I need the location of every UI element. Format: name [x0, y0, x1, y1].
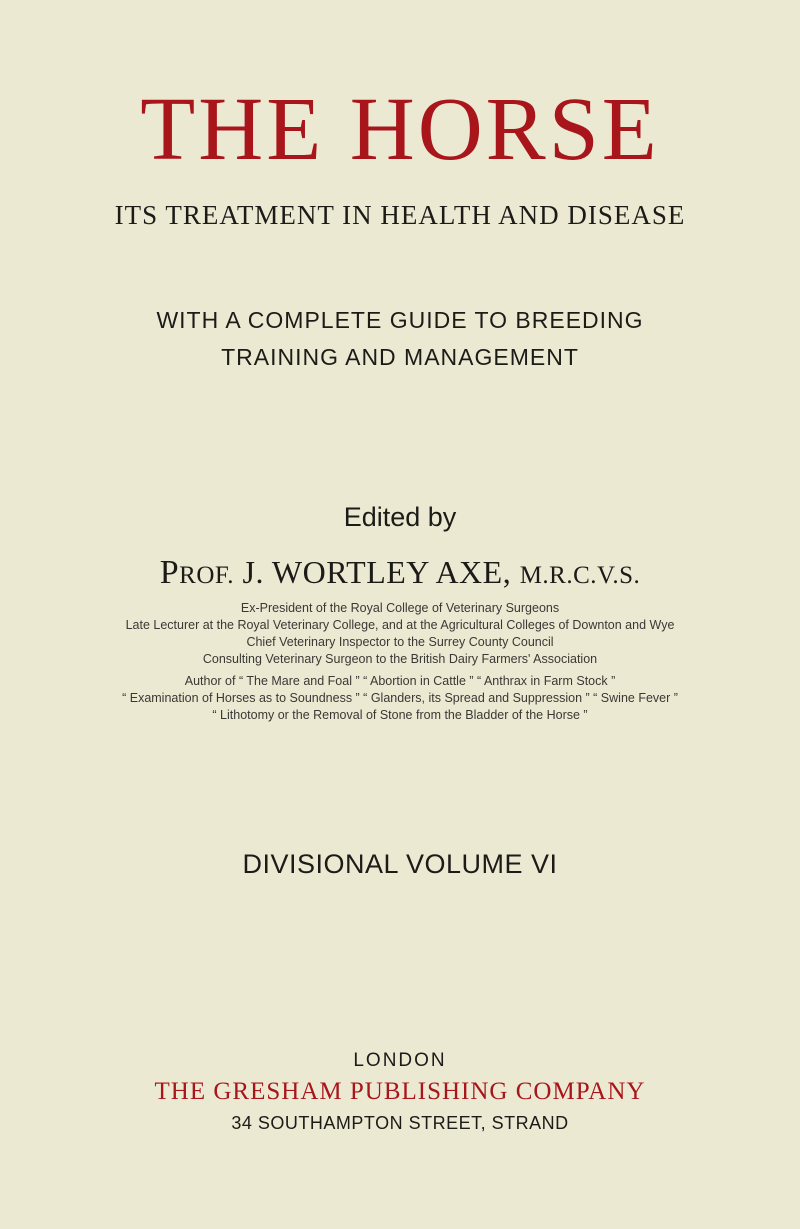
imprint-city: LONDON	[353, 1050, 447, 1071]
author-works-line: Author of “ The Mare and Foal ” “ Abortion in Cattle ” “ Anthrax in Farm Stock ”	[184, 674, 616, 688]
edited-by: Edited by	[343, 502, 457, 532]
subtitle: ITS TREATMENT IN HEALTH AND DISEASE	[114, 200, 686, 230]
editor-full-name: J. WORTLEY AXE,	[242, 554, 512, 590]
editor-prefix-rest: ROF.	[179, 562, 235, 589]
author-works-line: “ Lithotomy or the Removal of Stone from the Bladder of the Horse ”	[212, 708, 588, 722]
credential-line: Consulting Veterinary Surgeon to the British Dairy Farmers' Association	[202, 652, 598, 666]
guide-line-2: TRAINING AND MANAGEMENT	[221, 344, 579, 370]
main-title: THE HORSE	[140, 80, 660, 179]
credential-line: Chief Veterinary Inspector to the Surrey County Council	[246, 635, 554, 649]
author-works-line: “ Examination of Horses as to Soundness ” “ Glanders, its Spread and Suppression ” “ Swine Fever ”	[122, 691, 678, 705]
editor-name	[0, 552, 800, 596]
imprint-publisher: THE GRESHAM PUBLISHING COMPANY	[154, 1078, 646, 1105]
editor-prefix-initial: P	[159, 554, 180, 591]
credential-line: Late Lecturer at the Royal Veterinary College, and at the Agricultural Colleges of Downton and Wye	[125, 618, 675, 632]
guide-line-1: WITH A COMPLETE GUIDE TO BREEDING	[156, 307, 644, 333]
credential-line: Ex-President of the Royal College of Veterinary Surgeons	[240, 601, 560, 615]
imprint-address: 34 SOUTHAMPTON STREET, STRAND	[231, 1113, 569, 1133]
editor-credentials: M.R.C.V.S.	[519, 562, 641, 589]
volume-label: DIVISIONAL VOLUME VI	[242, 849, 558, 879]
